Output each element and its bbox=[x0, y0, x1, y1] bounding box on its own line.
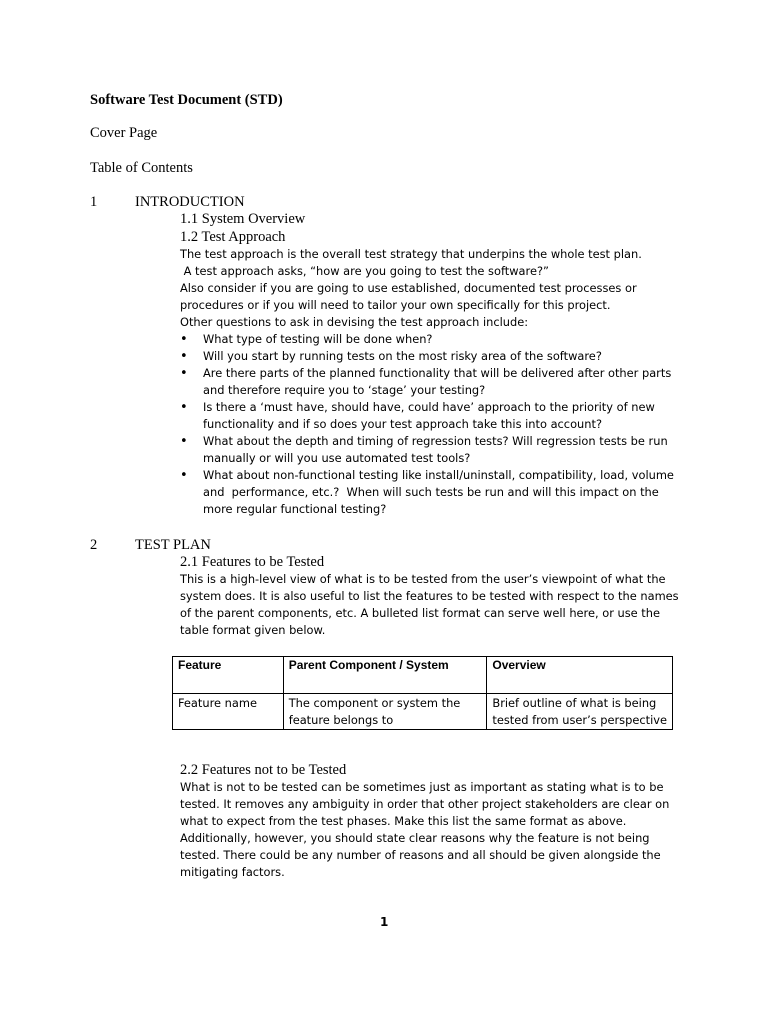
paragraph-line: mitigating factors. bbox=[180, 865, 285, 879]
paragraph-line: Other questions to ask in devising the test approach include: bbox=[180, 315, 529, 329]
list-item-line: Are there parts of the planned functionality that will be delivered after other parts bbox=[203, 366, 672, 380]
subsection-2-2-heading: 2.2 Features not to be Tested bbox=[180, 762, 347, 778]
cell-line: Brief outline of what is being bbox=[492, 696, 657, 710]
table-header-row bbox=[173, 657, 673, 694]
paragraph-line: What is not to be tested can be sometimes just as important as stating what is to be bbox=[180, 780, 664, 794]
paragraph-line: procedures or if you will need to tailor your own specifically for this project. bbox=[180, 298, 611, 312]
list-item bbox=[180, 467, 680, 518]
paragraph-line: system does. It is also useful to list the features to be tested with respect to the names bbox=[180, 589, 679, 603]
table-row bbox=[173, 694, 673, 730]
table-cell bbox=[173, 694, 284, 730]
list-item-line: functionality and if so does your test approach take this into account? bbox=[203, 417, 602, 431]
list-item-line: Is there a ‘must have, should have, could have’ approach to the priority of new bbox=[203, 400, 655, 414]
cover-page-heading: Cover Page bbox=[90, 125, 158, 141]
column-header-overview: Overview bbox=[487, 657, 673, 694]
page-number: 1 bbox=[380, 915, 389, 929]
paragraph-line: This is a high-level view of what is to be tested from the user’s viewpoint of what the bbox=[180, 572, 666, 586]
list-item-line: and therefore require you to ‘stage’ your testing? bbox=[203, 383, 486, 397]
paragraph-line: tested. There could be any number of reasons and all should be given alongside the bbox=[180, 848, 661, 862]
list-item-line: Will you start by running tests on the most risky area of the software? bbox=[203, 349, 602, 363]
paragraph-line: Additionally, however, you should state clear reasons why the feature is not being bbox=[180, 831, 650, 845]
section-2-number: 2 bbox=[90, 537, 98, 553]
features-table bbox=[172, 656, 673, 730]
paragraph-line: table format given below. bbox=[180, 623, 326, 637]
list-item-line: What type of testing will be done when? bbox=[203, 332, 433, 346]
cell-line: feature belongs to bbox=[288, 713, 394, 727]
subsection-2-1-heading: 2.1 Features to be Tested bbox=[180, 554, 325, 570]
paragraph-line: A test approach asks, “how are you going to test the software?” bbox=[180, 264, 549, 278]
paragraph-line: tested. It removes any ambiguity in order that other project stakeholders are clear on bbox=[180, 797, 670, 811]
list-item-line: and performance, etc.? When will such tests be run and will this impact on the bbox=[203, 485, 659, 499]
table-cell bbox=[283, 694, 487, 730]
column-header-feature: Feature bbox=[173, 657, 284, 694]
paragraph-line: The test approach is the overall test strategy that underpins the whole test plan. bbox=[180, 247, 642, 261]
paragraph-line: what to expect from the test phases. Make this list the same format as above. bbox=[180, 814, 627, 828]
list-item-line: manually or will you use automated test tools? bbox=[203, 451, 471, 465]
section-2-heading: TEST PLAN bbox=[135, 537, 211, 553]
list-item bbox=[180, 348, 680, 365]
section-1-number: 1 bbox=[90, 194, 98, 210]
features-to-test-text bbox=[180, 571, 680, 639]
paragraph-line: of the parent components, etc. A bulleted list format can serve well here, or use the bbox=[180, 606, 660, 620]
test-approach-text bbox=[180, 246, 680, 518]
list-item-line: more regular functional testing? bbox=[203, 502, 387, 516]
table-of-contents-heading: Table of Contents bbox=[90, 160, 193, 176]
cell-line: tested from user’s perspective bbox=[492, 713, 667, 727]
test-approach-questions-list bbox=[180, 331, 680, 518]
list-item-line: What about non-functional testing like install/uninstall, compatibility, load, volume bbox=[203, 468, 674, 482]
subsection-1-2-heading: 1.2 Test Approach bbox=[180, 229, 286, 245]
paragraph-line: Also consider if you are going to use established, documented test processes or bbox=[180, 281, 637, 295]
list-item bbox=[180, 331, 680, 348]
subsection-1-1-heading: 1.1 System Overview bbox=[180, 211, 306, 227]
cell-line: The component or system the bbox=[288, 696, 461, 710]
list-item bbox=[180, 365, 680, 399]
list-item bbox=[180, 399, 680, 433]
list-item-line: What about the depth and timing of regression tests? Will regression tests be run bbox=[203, 434, 668, 448]
table-cell bbox=[487, 694, 673, 730]
section-1-heading: INTRODUCTION bbox=[135, 194, 245, 210]
features-not-tested-text bbox=[180, 779, 680, 881]
document-title: Software Test Document (STD) bbox=[90, 92, 283, 108]
list-item bbox=[180, 433, 680, 467]
column-header-parent-component: Parent Component / System bbox=[283, 657, 487, 694]
cell-line: Feature name bbox=[178, 696, 257, 710]
